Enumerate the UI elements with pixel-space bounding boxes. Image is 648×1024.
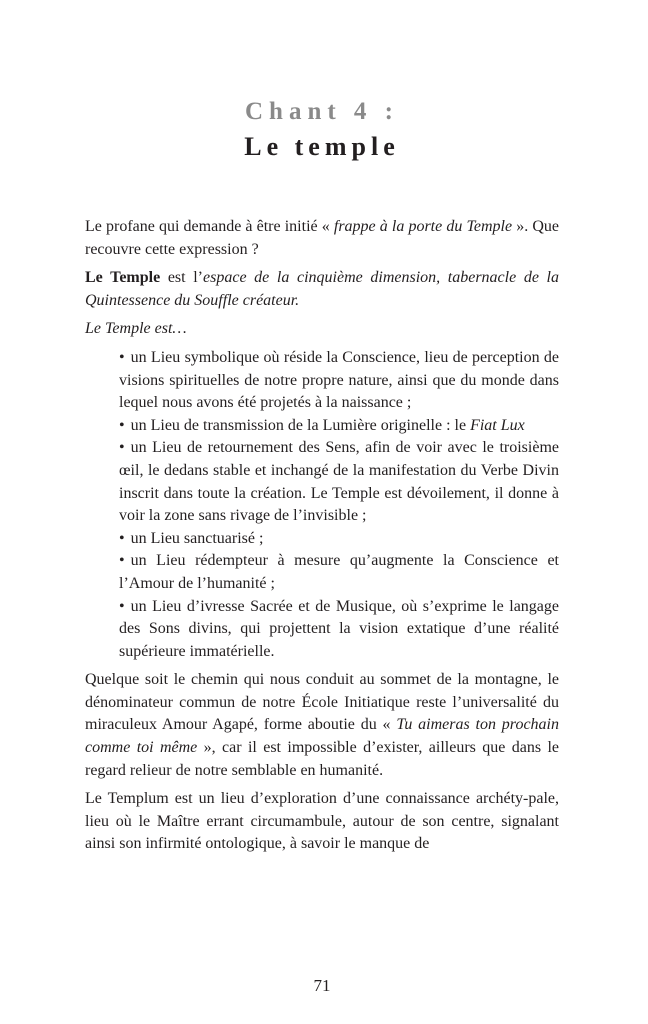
paragraph-1-text-b: ». Que recouvre cette expression ? bbox=[85, 218, 560, 258]
paragraph-4: Le Templum est un lieu d’exploration d’une connaissance archéty-pale, lieu où le Maître errant circumambule, autour de son centre, signalant ainsi son infirmité ontologique, à savoir le manque de bbox=[85, 790, 559, 853]
paragraph-3-italic: Tu aimeras ton prochain comme toi même bbox=[85, 716, 559, 757]
list-intro: Le Temple est… bbox=[85, 320, 187, 338]
paragraph-1-italic: frappe à la porte du Temple bbox=[333, 218, 513, 235]
paragraph-1 bbox=[85, 216, 559, 261]
list-item: • un Lieu de retournement des Sens, afin de voir avec le troisième œil, le dedans stable et inchangé de la manifestation du Verbe Divin inscrit dans toute la création. Le Temple est dévoilement, il donne à voir la zone sans rivage de l’invisible ; bbox=[119, 437, 559, 527]
paragraph-3 bbox=[85, 669, 559, 782]
list-item-italic: Fiat Lux bbox=[470, 416, 525, 434]
paragraph-3-text-a: Quelque soit le chemin qui nous conduit au sommet de la montagne, le dénominateur commun de notre École Initiatique reste l’universalité du miraculeux Amour Agapé, forme aboutie du « bbox=[85, 671, 559, 734]
page-number: 71 bbox=[313, 976, 331, 995]
paragraph-2-bold: Le Temple bbox=[85, 269, 161, 287]
list-item bbox=[119, 415, 559, 438]
body-text bbox=[85, 216, 559, 862]
paragraph-2 bbox=[85, 267, 559, 312]
chapter-label: Chant 4 : bbox=[244, 98, 399, 125]
paragraph-3-text-b: », car il est impossible d’exister, ailleurs que dans le regard relieur de notre semblable en humanité. bbox=[85, 739, 560, 779]
paragraph-2-italic: espace de la cinquième dimension, tabernacle de la Quintessence du Souffle créateur. bbox=[85, 269, 560, 309]
list-item: • un Lieu symbolique où réside la Conscience, lieu de perception de visions spirituelles de notre propre nature, ainsi que du monde dans lequel nous avons été projetés à la naissance ; bbox=[119, 347, 559, 415]
list-item: • un Lieu d’ivresse Sacrée et de Musique, où s’exprime le langage des Sons divins, qui projettent la vision extatique d’une réalité supérieure immatérielle. bbox=[119, 596, 559, 664]
list-item: • un Lieu rédempteur à mesure qu’augmente la Conscience et l’Amour de l’humanité ; bbox=[119, 550, 559, 595]
paragraph-2-text: est l’ bbox=[160, 269, 204, 287]
book-page bbox=[85, 0, 559, 1024]
list-item: • un Lieu sanctuarisé ; bbox=[119, 528, 559, 551]
list-item-text: un Lieu de transmission de la Lumière originelle : le bbox=[130, 416, 471, 434]
bullet-list bbox=[85, 347, 559, 663]
paragraph-1-text-a: Le profane qui demande à être initié « bbox=[85, 218, 334, 235]
chapter-title: Le temple bbox=[244, 132, 400, 161]
